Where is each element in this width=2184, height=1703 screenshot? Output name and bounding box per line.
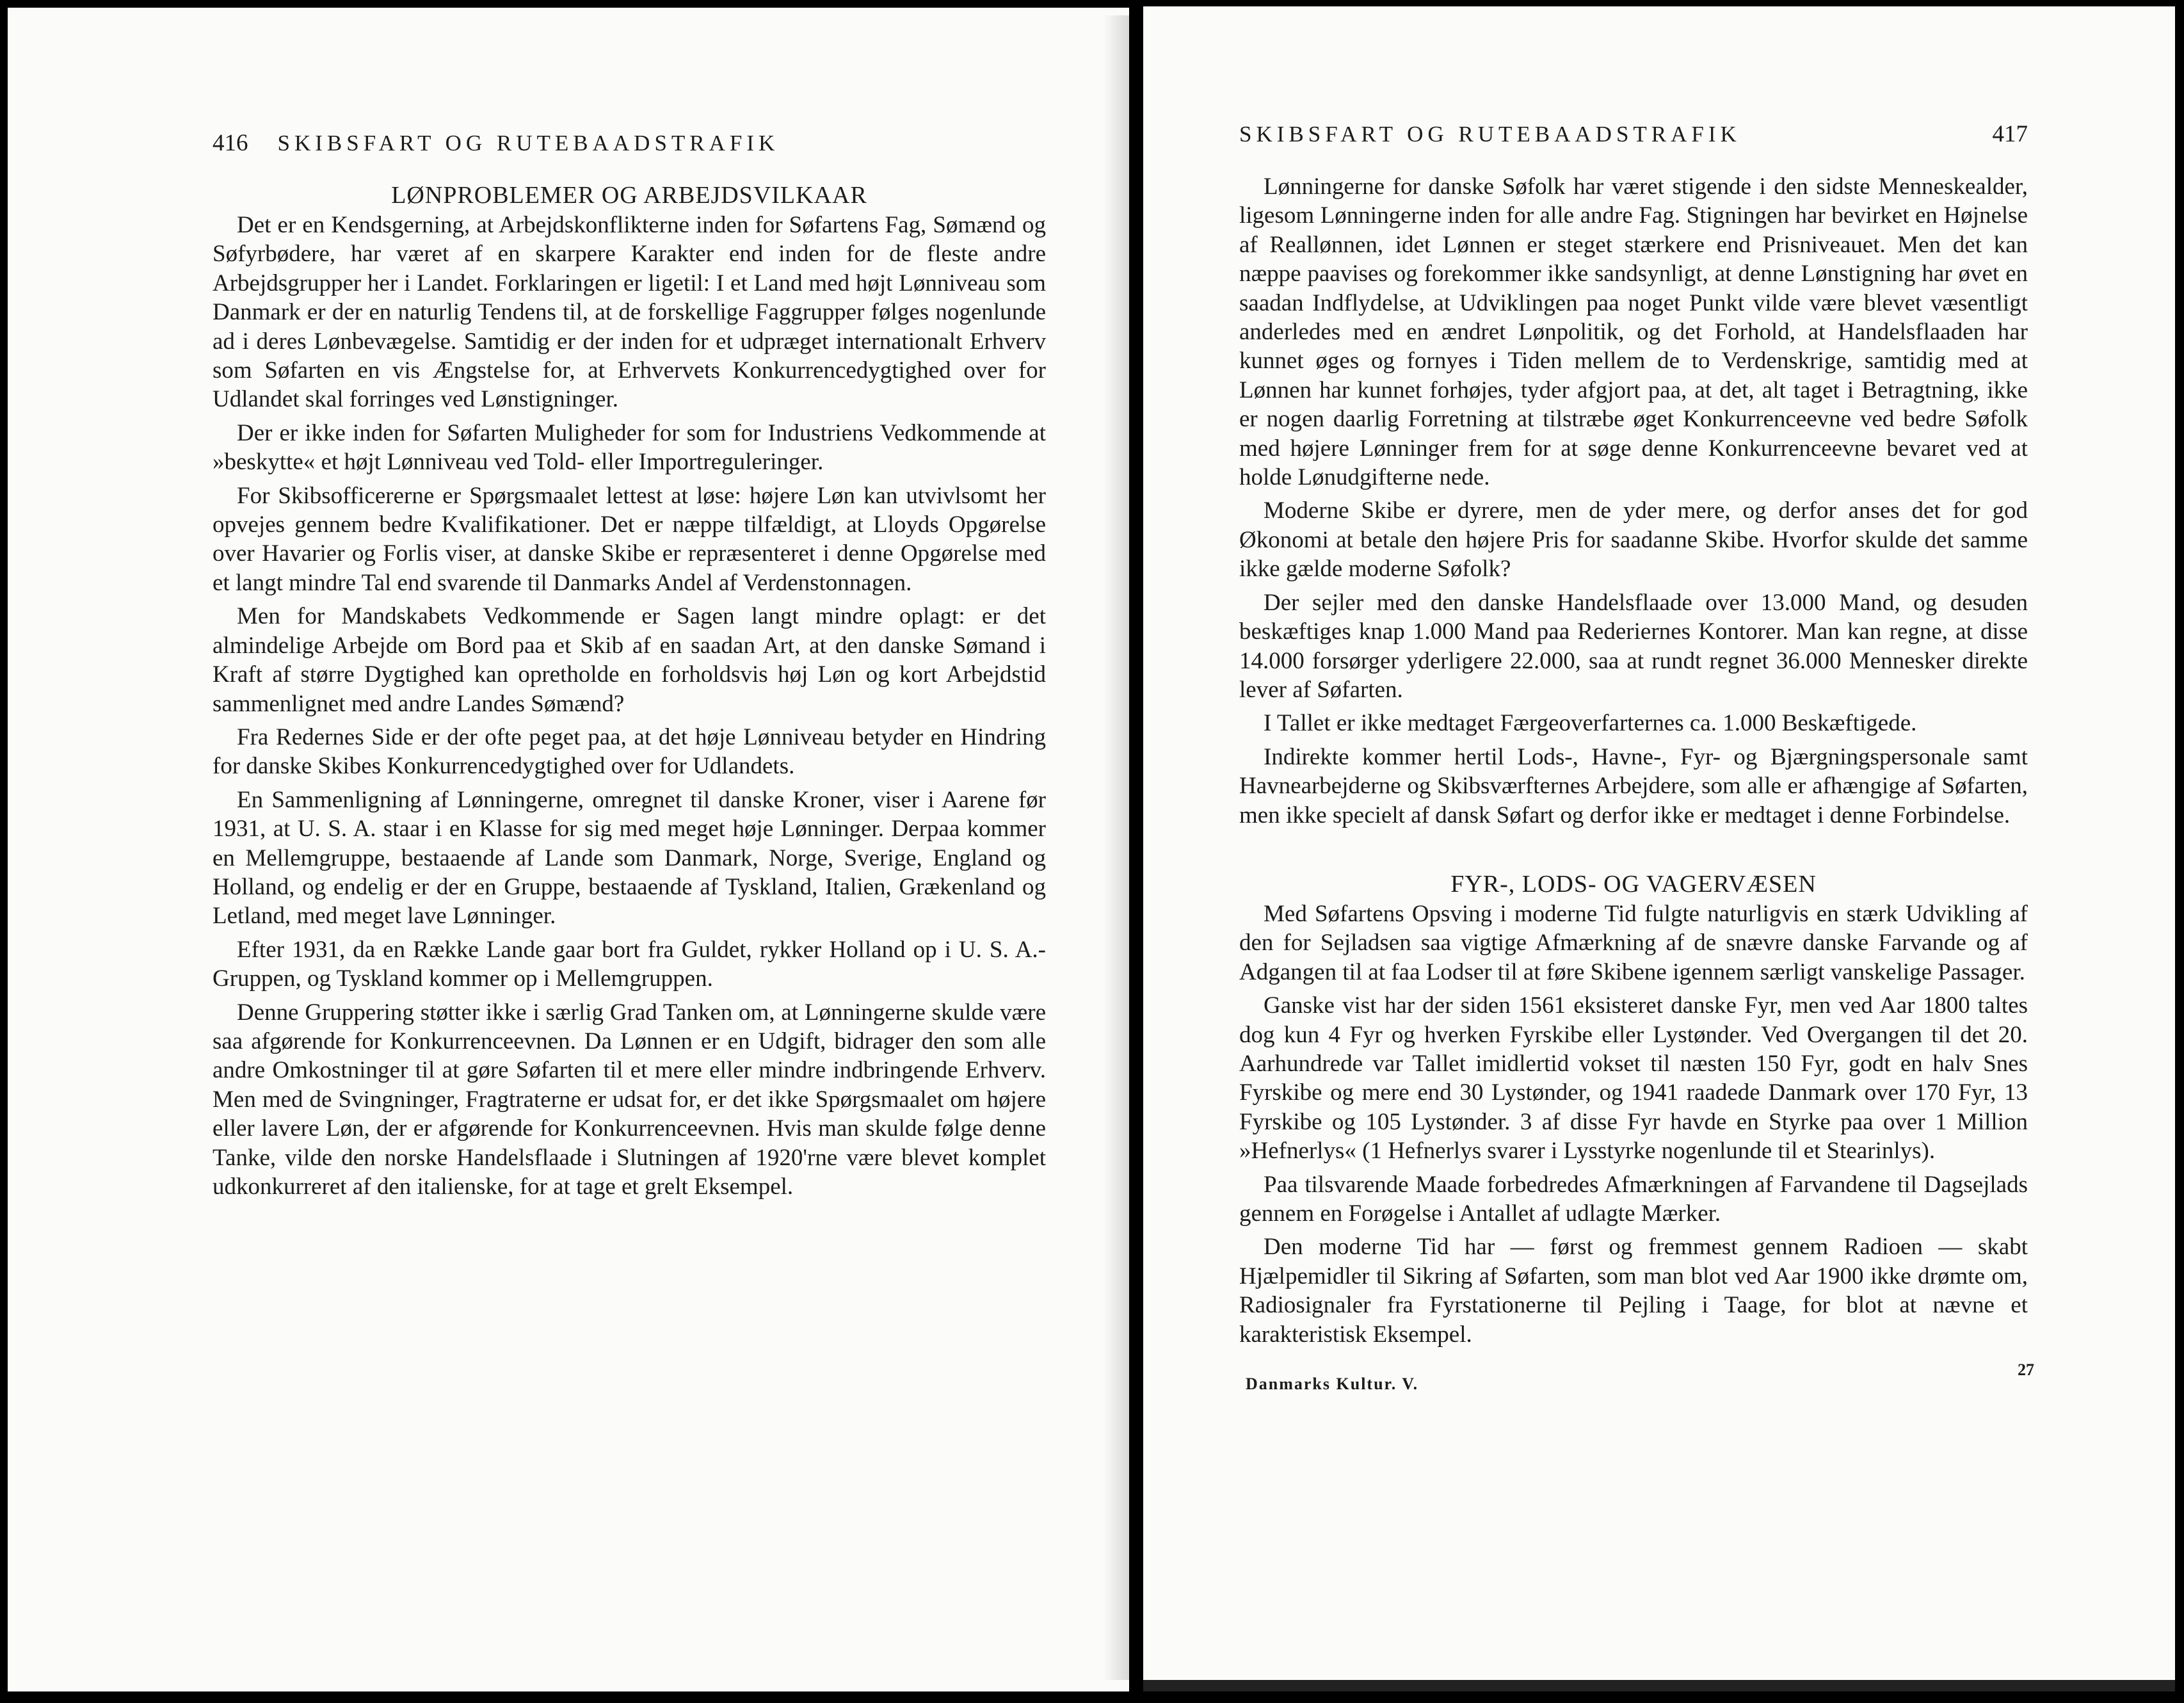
running-header-right [1239, 120, 2028, 148]
paragraph: Men for Mandskabets Vedkommende er Sagen langt mindre oplagt: er det almindelige Arbejde om Bord paa et Skib af en saadan Art, at den danske Sømand i Kraft af større Dygtighed kan opretholde en forholdsvis høj Løn og kort Arbejdstid sammenlignet med andre Landes Sømænd? [213, 603, 1046, 717]
running-title: SKIBSFART OG RUTEBAADSTRAFIK [1239, 122, 1741, 147]
paragraph: Den moderne Tid har — først og fremmest gennem Radioen — skabt Hjælpemidler til Sikring af Søfarten, som man blot ved Aar 1900 ikke drømte om, Radiosignaler fra Fyrstationerne til Pejling i Taage, for blot at nævne et karakteristisk Eksempel. [1239, 1234, 2028, 1348]
paragraph: Indirekte kommer hertil Lods-, Havne-, Fyr- og Bjærgningspersonale samt Havnearbejderne og Skibsværfternes Arbejdere, som alle er afhængige af Søfarten, men ikke specielt af dansk Søfart og derfor ikke er medtaget i denne Forbindelse. [1239, 743, 2028, 828]
paragraph: Denne Gruppering støtter ikke i særlig Grad Tanken om, at Lønningerne skulde være saa afgørende for Konkurrenceevnen. Da Lønnen er en Udgift, bidrager den som alle andre Omkostninger til at gøre Søfarten til et mere eller mindre indbringende Erhverv. Men med de Svingninger, Fragtraterne er udsat for, er det ikke Spørgsmaalet om højere eller lavere Løn, der er afgørende for Konkurrenceevnen. Hvis man skulde følge denne Tanke, vilde den norske Handelsflaade i Slutningen af 1920'rne være blevet komplet udkonkurreret af den italienske, for at tage et grelt Eksempel. [213, 999, 1046, 1200]
left-page [8, 8, 1129, 1691]
paragraph: Moderne Skibe er dyrere, men de yder mere, og derfor anses det for god Økonomi at betale den højere Pris for saadanne Skibe. Hvorfor skulde det samme ikke gælde moderne Søfolk? [1239, 497, 2028, 583]
section-spacer [1239, 834, 2028, 870]
paragraph: Der er ikke inden for Søfarten Muligheder for som for Industriens Vedkommende at »beskytte« et højt Lønniveau ved Told- eller Importreguleringer. [213, 419, 1046, 476]
scan-edge [1143, 1680, 2175, 1691]
paragraph: En Sammenligning af Lønningerne, omregnet til danske Kroner, viser i Aarene før 1931, at U. S. A. staar i en Klasse for sig med meget høje Lønninger. Derpaa kommer en Mellemgruppe, bestaaende af Lande som Danmark, Norge, Sverige, England og Holland, og endelig er der en Gruppe, bestaaende af Tyskland, Italien, Grækenland og Letland, med meget lave Lønninger. [213, 786, 1046, 930]
sheet-number: 27 [2018, 1360, 2034, 1380]
paragraph: Lønningerne for danske Søfolk har været stigende i den sidste Menneskealder, ligesom Lønningerne inden for alle andre Fag. Stigningen har bevirket en Højnelse af Reallønnen, idet Lønnen er steget stærkere end Prisniveauet. Men det kan næppe paavises og forekommer ikke sandsynligt, at denne Lønstigning har øvet en saadan Indflydelse, at Udviklingen paa noget Punkt vilde være blevet væsentligt anderledes med en ændret Lønpolitik, og det Forhold, at Handelsflaaden har kunnet øges og fornyes i Tiden mellem de to Verdenskrige, samtidig med at Lønnen har kunnet forhøjes, tyder afgjort paa, at det, alt taget i Betragtning, ikke er nogen daarlig Forretning at tilstræbe øget Konkurrenceevne ved bedre Søfolk med højere Lønninger frem for at søge denne Konkurrenceevne bevaret ved at holde Lønudgifterne nede. [1239, 174, 2028, 491]
section-heading: LØNPROBLEMER OG ARBEJDSVILKAAR [391, 182, 867, 209]
page-number: 417 [1992, 121, 2028, 147]
paragraph: Med Søfartens Opsving i moderne Tid fulgte naturligvis en stærk Udvikling af den for Sejladsen saa vigtige Afmærkning af de snævre danske Farvande og af Adgangen til at faa Lodser til at føre Skibene igennem særligt vanskelige Passager. [1239, 900, 2028, 985]
signature-mark: Danmarks Kultur. V. [1246, 1375, 1419, 1394]
right-page [1143, 6, 2175, 1691]
paragraph: For Skibsofficererne er Spørgsmaalet lettest at løse: højere Løn kan utvivlsomt her opvejes gennem bedre Kvalifikationer. Det er næppe tilfældigt, at Lloyds Opgørelse over Havarier og Forlis viser, at danske Skibe er repræsenteret i denne Opgørelse med et langt mindre Tal end svarende til Danmarks Andel af Verdenstonnagen. [213, 482, 1046, 596]
paragraph: Paa tilsvarende Maade forbedredes Afmærkningen af Farvandene til Dagsejlads gennem en Forøgelse i Antallet af udlagte Mærker. [1239, 1171, 2028, 1227]
paragraph: Det er en Kendsgerning, at Arbejdskonflikterne inden for Søfartens Fag, Sømænd og Søfyrbødere, har været af en skarpere Karakter end inden for de fleste andre Arbejdsgrupper her i Landet. Forklaringen er ligetil: I et Land med højt Lønniveau som Danmark er der en naturlig Tendens til, at de forskellige Faggrupper følges nogenlunde ad i deres Lønbevægelse. Samtidig er der inden for et udpræget internationalt Erhverv som Søfarten en vis Ængstelse for, at Erhvervets Konkurrencedygtighed over for Udlandet skal forringes ved Lønstigninger. [213, 212, 1046, 413]
paragraph: Fra Redernes Side er der ofte peget paa, at det høje Lønniveau betyder en Hindring for danske Skibes Konkurrencedygtighed over for Udlandets. [213, 723, 1046, 780]
running-title: SKIBSFART OG RUTEBAADSTRAFIK [277, 131, 780, 156]
paragraph: Efter 1931, da en Række Lande gaar bort fra Guldet, rykker Holland op i U. S. A.-Gruppen, og Tyskland kommer op i Mellemgruppen. [213, 936, 1046, 992]
section-heading: FYR-, LODS- OG VAGERVÆSEN [1450, 870, 1817, 898]
page-gutter-shadow [1104, 15, 1129, 1680]
paragraph: I Tallet er ikke medtaget Færgeoverfarternes ca. 1.000 Beskæftigede. [1264, 710, 1917, 737]
page-footer [1239, 1360, 2034, 1394]
running-header-left [213, 129, 1046, 157]
page-number: 416 [213, 130, 248, 156]
paragraph: Ganske vist har der siden 1561 eksisteret danske Fyr, men ved Aar 1800 taltes dog kun 4 Fyr og hverken Fyrskibe eller Lystønder. Ved Overgangen til det 20. Aarhundrede var Tallet imidlertid vokset til næsten 150 Fyr, godt en halv Snes Fyrskibe og mere end 30 Lystønder, og 1941 raadede Danmark over 170 Fyr, 13 Fyrskibe og 105 Lystønder. 3 af disse Fyr havde en Styrke paa over 1 Million »Hefnerlys« (1 Hefnerlys svarer i Lysstyrke nogenlunde til et Stearinlys). [1239, 992, 2028, 1165]
paragraph: Der sejler med den danske Handelsflaade over 13.000 Mand, og desuden beskæftiges knap 1.000 Mand paa Rederiernes Kontorer. Man kan regne, at disse 14.000 forsørger yderligere 22.000, saa at rundt regnet 36.000 Mennesker direkte lever af Søfarten. [1239, 589, 2028, 703]
